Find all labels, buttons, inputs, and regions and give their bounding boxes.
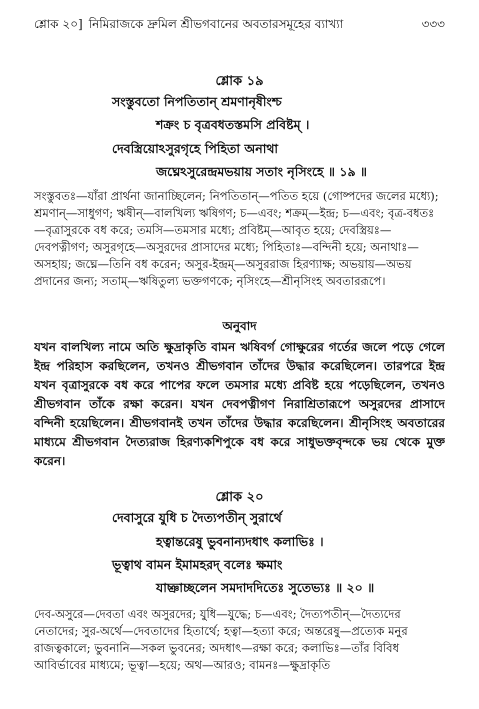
verse-20-line-1: দেবাসুরে যুধি চ দৈত্যপতীন্ সুরার্থে [112, 510, 282, 525]
header-chapter-title: নিমিরাজকে দ্রুমিল শ্রীভগবানের অবতারসমূহের ব্যাখ্যা [88, 17, 344, 31]
verse-19-label: শ্লোক ১৯ [215, 74, 264, 89]
verse-20-word-meanings [34, 606, 445, 694]
page-number: ৩৩৩ [421, 17, 445, 31]
header-verse-ref: শ্লোক ২০] [34, 17, 83, 31]
verse-19-line-1: সংস্তুবতো নিপতিতান্ শ্রমণানৃষীংশ্চ [112, 94, 282, 109]
verse-20-label: শ্লোক ২০ [215, 490, 264, 505]
verse-19-line-3: দেবস্ত্রিয়োঽসুরগৃহে পিহিতা অনাথা [112, 141, 279, 156]
translation-text: যখন বালখিল্য নামে অতি ক্ষুদ্রাকৃতি বামন ঋষিবর্গ গোক্ষুরের গর্তের জলে পড়ে গেলে ইন্দ্র পরিহাস করছিলেন, তখনও শ্রীভগবান তাঁদের উদ্ধার করেছিলেন। তারপরে ইন্দ্র যখন বৃত্রাসুরকে বধ করে পাপের ফলে তমসার মধ্যে প্রবিষ্ট হয়ে পড়েছিলেন, তখনও শ্রীভগবান তাঁকে রক্ষা করেন। যখন দেবপত্নীগণ নিরাশ্রিতারূপে অসুরদের প্রাসাদে বন্দিনী হয়েছিলেন। শ্রীভগবানই তখন তাঁদের উদ্ধার করেছিলেন। শ্রীনৃসিংহ অবতারের মাধ্যমে শ্রীভগবান দৈত্যরাজ হিরণ্যকশিপুকে বধ করে সাধুভক্তবৃন্দকে ভয় থেকে মুক্ত করেন। [34, 340, 445, 468]
verse-19-line-4: জঘ্নেঽসুরেন্দ্রমভয়ায় সতাং নৃসিংহে ॥ ১৯ ॥ [156, 164, 367, 179]
translation-heading: অনুবাদ [222, 319, 257, 333]
verse-19-word-meaning-text: সংস্তুবতঃ—যাঁরা প্রার্থনা জানাচ্ছিলেন; নিপতিতান্—পতিত হয়ে (গোষ্পদের জলের মধ্যে); শ্রমণান্—সাধুগণ; ঋষীন্—বালখিল্য ঋষিগণ; চ—এবং; শক্রম্—ইন্দ্র; চ—এবং; বৃত্র-বধতঃ—বৃত্রাসুরকে বধ করে; তমসি—তমসার মধ্যে; প্রবিষ্টম্—আবৃত হয়ে; দেবস্ত্রিয়ঃ—দেবপত্নীগণ; অসুরগৃহে—অসুরদের প্রাসাদের মধ্যে; পিহিতাঃ—বন্দিনী হয়ে; অনাথাঃ—অসহায়; জঘ্নে—তিনি বধ করেন; অসুর-ইন্দ্রম্—অসুররাজ হিরণ্যাক্ষ; অভয়ায়—অভয় প্রদানের জন্য; সতাম্—ঋষিতুল্য ভক্তগণকে; নৃসিংহে—শ্রীনৃসিংহ অবতাররূপে। [34, 189, 439, 288]
verse-20-line-4: যাচ্ঞাচ্ছলেন সমদাদদিতেঃ সুতেভ্যঃ ॥ ২০ ॥ [156, 580, 375, 595]
verse-20-word-meaning-text: দেব-অসুরে—দেবতা এবং অসুরদের; যুধি—যুদ্ধে; চ—এবং; দৈত্যপতীন্—দৈত্যদের নেতাদের; সুর-অর্থে—দেবতাদের হিতার্থে; হত্বা—হত্যা করে; অন্তরেষু—প্রত্যেক মনুর রাজত্বকালে; ভুবনানি—সকল ভুবনের; অদধাৎ—রক্ষা করে; কলাভিঃ—তাঁর বিবিধ আবির্ভাবের মাধ্যমে; ভূত্বা—হয়ে; অথ—আরও; বামনঃ—ক্ষুদ্রাকৃতি [34, 607, 408, 672]
verse-19-word-meanings [34, 188, 445, 312]
verse-19-line-2: শক্রং চ বৃত্রবধতস্তমসি প্রবিষ্টম্ । [156, 117, 310, 132]
translation-body [34, 338, 445, 476]
verse-20-line-3: ভূত্বাথ বামন ইমামহরদ্ বলেঃ ক্ষমাং [112, 557, 283, 572]
verse-20-line-2: হত্বান্তরেষু ভুবনান্যদধাৎ কলাভিঃ । [156, 534, 324, 549]
running-header [34, 16, 445, 36]
